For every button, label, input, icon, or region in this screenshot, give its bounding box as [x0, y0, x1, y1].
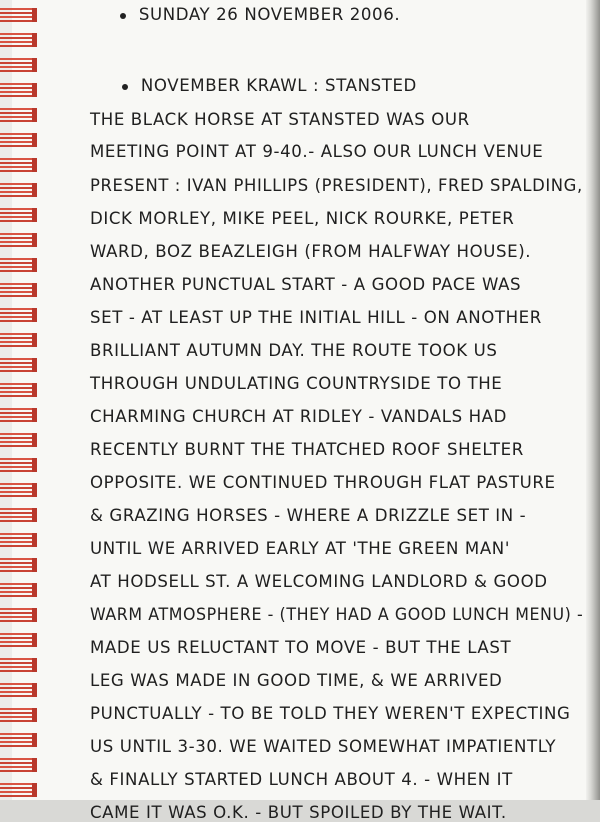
- spiral-ring: [0, 658, 37, 672]
- spiral-ring: [0, 333, 37, 347]
- entry-line: AT HODSELL ST. A WELCOMING LANDLORD & GOOD: [90, 572, 548, 591]
- entry-line: & FINALLY STARTED LUNCH ABOUT 4. - WHEN IT: [90, 770, 513, 789]
- entry-line: WARM ATMOSPHERE - (THEY HAD A GOOD LUNCH MENU) -: [90, 605, 584, 624]
- spiral-ring: [0, 308, 37, 322]
- entry-line: UNTIL WE ARRIVED EARLY AT 'THE GREEN MAN': [90, 539, 510, 558]
- entry-line: THE BLACK HORSE AT STANSTED WAS OUR: [90, 110, 470, 129]
- entry-line: ANOTHER PUNCTUAL START - A GOOD PACE WAS: [90, 275, 522, 294]
- spiral-ring: [0, 208, 37, 222]
- entry-line: WARD, BOZ BEAZLEIGH (FROM HALFWAY HOUSE).: [90, 242, 532, 261]
- bullet-dot: [120, 13, 126, 19]
- entry-date-line: [120, 7, 400, 24]
- spiral-ring: [0, 783, 37, 797]
- entry-line: PRESENT : IVAN PHILLIPS (PRESIDENT), FRED SPALDING,: [90, 176, 583, 195]
- spiral-ring: [0, 33, 37, 47]
- page-edge-shadow: [586, 0, 600, 800]
- spiral-ring: [0, 258, 37, 272]
- entry-heading-line: [122, 78, 417, 95]
- entry-line: & GRAZING HORSES - WHERE A DRIZZLE SET IN -: [90, 506, 527, 525]
- spiral-ring: [0, 433, 37, 447]
- spiral-ring: [0, 733, 37, 747]
- spiral-ring: [0, 158, 37, 172]
- entry-line: CHARMING CHURCH AT RIDLEY - VANDALS HAD: [90, 407, 507, 426]
- spiral-ring: [0, 8, 37, 22]
- spiral-ring: [0, 533, 37, 547]
- spiral-ring: [0, 608, 37, 622]
- entry-line: SET - AT LEAST UP THE INITIAL HILL - ON ANOTHER: [90, 308, 542, 327]
- spiral-ring: [0, 458, 37, 472]
- spiral-ring: [0, 408, 37, 422]
- spiral-ring: [0, 483, 37, 497]
- bullet-dot: [122, 84, 128, 90]
- spiral-ring: [0, 133, 37, 147]
- spiral-ring: [0, 283, 37, 297]
- entry-line: RECENTLY BURNT THE THATCHED ROOF SHELTER: [90, 440, 524, 459]
- spiral-ring: [0, 558, 37, 572]
- entry-line: CAME IT WAS O.K. - BUT SPOILED BY THE WAIT.: [90, 803, 507, 822]
- spiral-ring: [0, 83, 37, 97]
- spiral-ring: [0, 183, 37, 197]
- entry-line: PUNCTUALLY - TO BE TOLD THEY WEREN'T EXPECTING: [90, 704, 571, 723]
- spiral-ring: [0, 108, 37, 122]
- spiral-binding: [0, 0, 40, 800]
- entry-date: SUNDAY 26 NOVEMBER 2006.: [138, 5, 401, 24]
- entry-line: MEETING POINT AT 9-40.- ALSO OUR LUNCH VENUE: [90, 142, 544, 161]
- entry-line: DICK MORLEY, MIKE PEEL, NICK ROURKE, PETER: [90, 209, 515, 228]
- entry-line: BRILLIANT AUTUMN DAY. THE ROUTE TOOK US: [90, 341, 498, 360]
- handwritten-entry: [78, 0, 584, 822]
- spiral-ring: [0, 683, 37, 697]
- spiral-ring: [0, 583, 37, 597]
- spiral-ring: [0, 508, 37, 522]
- spiral-ring: [0, 758, 37, 772]
- spiral-ring: [0, 358, 37, 372]
- entry-line: LEG WAS MADE IN GOOD TIME, & WE ARRIVED: [90, 671, 503, 690]
- spiral-ring: [0, 58, 37, 72]
- entry-heading: NOVEMBER KRAWL : STANSTED: [140, 76, 417, 95]
- entry-line: US UNTIL 3-30. WE WAITED SOMEWHAT IMPATIENTLY: [90, 737, 557, 756]
- entry-line: THROUGH UNDULATING COUNTRYSIDE TO THE: [90, 374, 503, 393]
- spiral-ring: [0, 233, 37, 247]
- entry-line: MADE US RELUCTANT TO MOVE - BUT THE LAST: [90, 638, 512, 657]
- spiral-ring: [0, 708, 37, 722]
- spiral-ring: [0, 383, 37, 397]
- spiral-ring: [0, 633, 37, 647]
- entry-line: OPPOSITE. WE CONTINUED THROUGH FLAT PASTURE: [90, 473, 556, 492]
